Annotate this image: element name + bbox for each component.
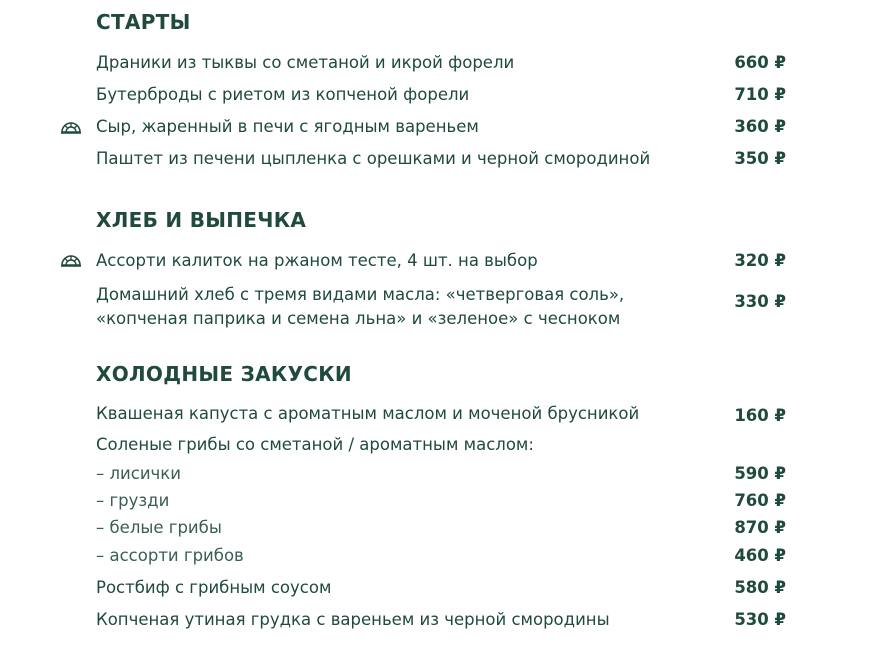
menu-item-price: 870 ₽ [734, 518, 786, 537]
menu-item-price: 590 ₽ [734, 464, 786, 483]
menu-item-price: 530 ₽ [734, 610, 786, 629]
menu-item-name: Бутерброды с риетом из копченой форели [96, 85, 470, 104]
menu-item-name: Драники из тыквы со сметаной и икрой форели [96, 53, 515, 72]
menu-item-name: Ростбиф с грибным соусом [96, 578, 332, 597]
oven-icon [60, 253, 82, 267]
menu-item-name: Паштет из печени цыпленка с орешками и черной смородиной [96, 149, 651, 168]
menu-item-price: 710 ₽ [734, 85, 786, 104]
menu-item-price: 580 ₽ [734, 578, 786, 597]
menu-item-name: – лисички [96, 464, 181, 483]
menu-item-price: 350 ₽ [734, 149, 786, 168]
menu-item [96, 283, 786, 331]
menu-item-price: 460 ₽ [734, 546, 786, 565]
menu-item-name: – грузди [96, 491, 170, 510]
menu-item-name: Квашеная капуста с ароматным маслом и моченой брусникой [96, 404, 640, 423]
section-title-cold-appetizers: ХОЛОДНЫЕ ЗАКУСКИ [96, 362, 352, 386]
section-title-starters: СТАРТЫ [96, 10, 191, 34]
menu-item-price: 160 ₽ [734, 406, 786, 425]
menu-item-price: 760 ₽ [734, 491, 786, 510]
menu-item-name: Копченая утиная грудка с вареньем из черной смородины [96, 610, 610, 629]
menu-item-name: Ассорти калиток на ржаном тесте, 4 шт. на выбор [96, 251, 538, 270]
menu-item-name: Домашний хлеб с тремя видами масла: «четверговая соль», «копченая паприка и семена льна» и «зеленое» с чесноком [96, 285, 625, 328]
menu-item-price: 360 ₽ [734, 117, 786, 136]
section-title-bread: ХЛЕБ И ВЫПЕЧКА [96, 208, 307, 232]
menu-item-price: 660 ₽ [734, 53, 786, 72]
menu-item-name: Сыр, жаренный в печи с ягодным вареньем [96, 117, 479, 136]
menu-item-name: – белые грибы [96, 518, 222, 537]
menu-item-price: 330 ₽ [734, 292, 786, 311]
menu-item-price: 320 ₽ [734, 251, 786, 270]
menu-item-name: – ассорти грибов [96, 546, 244, 565]
oven-icon [60, 120, 82, 134]
menu-item-name: Соленые грибы со сметаной / ароматным маслом: [96, 435, 534, 454]
